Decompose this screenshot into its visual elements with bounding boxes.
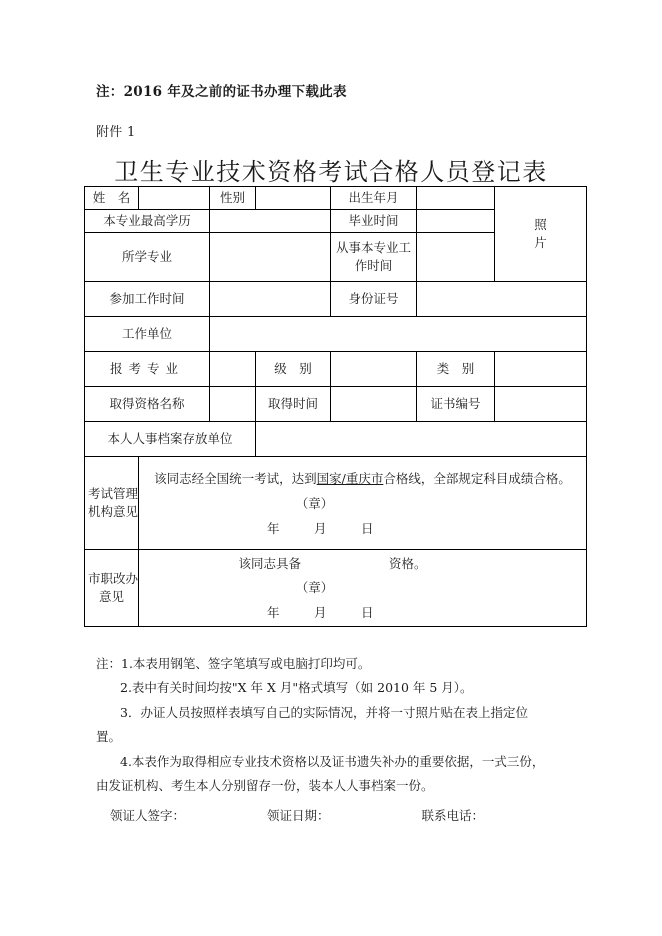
cell-value-work-start[interactable] bbox=[210, 282, 331, 317]
contact-phone-label: 联系电话： bbox=[421, 808, 485, 823]
cell-label-opinion-city-office bbox=[85, 550, 139, 627]
cell-label-gender: 性别 bbox=[210, 187, 256, 210]
table-row bbox=[85, 422, 587, 457]
cell-label-certificate-number: 证书编号 bbox=[417, 387, 495, 422]
table-row bbox=[85, 352, 587, 387]
table-row bbox=[85, 187, 587, 210]
footnote-line-5: 4.本表作为取得相应专业技术资格以及证书遗失补办的重要依据，一式三份， bbox=[120, 753, 545, 769]
footnote-line-4: 置。 bbox=[96, 729, 122, 745]
cell-label-qualification-name: 取得资格名称 bbox=[85, 387, 210, 422]
opinion1-seal: （章） bbox=[295, 495, 334, 511]
cell-value-id-number[interactable] bbox=[417, 282, 587, 317]
signer-label: 领证人签字： bbox=[110, 808, 186, 823]
registration-form-table bbox=[84, 186, 587, 627]
opinion2-date-day: 日 bbox=[361, 604, 375, 620]
cell-value-major[interactable] bbox=[210, 233, 331, 282]
opinion2-text-before: 该同志具备 bbox=[238, 555, 301, 571]
opinion1-text-before: 该同志经全国统一考试，达到 bbox=[154, 470, 317, 486]
opinion1-date-month: 月 bbox=[313, 520, 327, 536]
opinion2-seal: （章） bbox=[295, 579, 334, 595]
cell-label-birth: 出生年月 bbox=[331, 187, 417, 210]
cell-value-work-years[interactable] bbox=[417, 233, 495, 282]
cell-label-exam-major: 报考专业 bbox=[85, 352, 210, 387]
opinion1-label-line2: 机构意见 bbox=[88, 504, 139, 520]
cell-label-category: 类 别 bbox=[417, 352, 495, 387]
opinion2-date-line bbox=[142, 604, 583, 622]
work-years-label-line2: 作时间 bbox=[354, 258, 393, 274]
cell-value-education[interactable] bbox=[210, 210, 331, 233]
cell-label-id-number: 身份证号 bbox=[331, 282, 417, 317]
cell-label-education: 本专业最高学历 bbox=[85, 210, 210, 233]
cell-value-archive[interactable] bbox=[256, 422, 587, 457]
cell-label-major: 所学专业 bbox=[85, 233, 210, 282]
opinion2-date-year: 年 bbox=[266, 604, 280, 620]
opinion1-statement bbox=[142, 469, 583, 489]
cell-value-level[interactable] bbox=[331, 352, 417, 387]
opinion1-date-line bbox=[142, 520, 583, 538]
cell-value-certificate-number[interactable] bbox=[495, 387, 587, 422]
cell-value-obtain-time[interactable] bbox=[331, 387, 417, 422]
attachment-label: 附件 1 bbox=[96, 125, 136, 140]
table-row bbox=[85, 282, 587, 317]
signature-row bbox=[110, 806, 580, 824]
cell-label-archive: 本人人事档案存放单位 bbox=[85, 422, 256, 457]
footnote-line-3: 3．办证人员按照样表填写自己的实际情况，并将一寸照片贴在表上指定位 bbox=[120, 704, 528, 720]
cell-label-opinion-exam-authority bbox=[85, 457, 139, 550]
cell-value-qualification-name[interactable] bbox=[210, 387, 256, 422]
table-row-opinion-exam-authority bbox=[85, 457, 587, 550]
cell-value-name[interactable] bbox=[139, 187, 210, 210]
footnote-line-1: 注：1.本表用钢笔、签字笔填写或电脑打印均可。 bbox=[96, 656, 371, 671]
cell-value-birth[interactable] bbox=[417, 187, 495, 210]
top-note: 注：2016 年及之前的证书办理下载此表 bbox=[96, 84, 347, 100]
cell-label-level: 级 别 bbox=[256, 352, 331, 387]
opinion1-date-year: 年 bbox=[266, 520, 280, 536]
cell-value-gender[interactable] bbox=[256, 187, 331, 210]
footnote-line-2: 2.表中有关时间均按"X 年 X 月"格式填写（如 2010 年 5 月）。 bbox=[120, 680, 473, 696]
footnotes bbox=[96, 652, 576, 798]
cell-body-opinion-city-office[interactable] bbox=[139, 550, 587, 627]
cell-label-graduation: 毕业时间 bbox=[331, 210, 417, 233]
cell-body-opinion-exam-authority[interactable] bbox=[139, 457, 587, 550]
opinion1-date-day: 日 bbox=[361, 520, 375, 536]
cell-photo-placeholder[interactable]: 照 片 bbox=[495, 187, 587, 282]
receive-date-label: 领证日期： bbox=[267, 808, 330, 823]
opinion1-text-after: 合格线，全部规定科目成绩合格。 bbox=[383, 470, 571, 486]
cell-value-graduation[interactable] bbox=[417, 210, 495, 233]
table-row bbox=[85, 317, 587, 352]
opinion1-text-underlined: 国家/重庆市 bbox=[316, 470, 384, 486]
opinion2-text-after: 资格。 bbox=[389, 555, 427, 571]
opinion1-label-line1: 考试管理 bbox=[88, 486, 139, 502]
opinion2-statement bbox=[142, 555, 583, 573]
table-row-opinion-city-office bbox=[85, 550, 587, 627]
cell-label-employer: 工作单位 bbox=[85, 317, 210, 352]
opinion2-label-line1: 市职改办 bbox=[88, 571, 139, 587]
opinion2-date-month: 月 bbox=[313, 604, 327, 620]
cell-label-work-years bbox=[331, 233, 417, 282]
cell-value-employer[interactable] bbox=[210, 317, 587, 352]
cell-value-exam-major[interactable] bbox=[210, 352, 256, 387]
opinion2-label-line2: 意见 bbox=[98, 589, 124, 605]
cell-value-category[interactable] bbox=[495, 352, 587, 387]
footnote-line-6: 由发证机构、考生本人分别留存一份，装本人人事档案一份。 bbox=[96, 777, 434, 793]
cell-label-name: 姓 名 bbox=[85, 187, 139, 210]
cell-label-obtain-time: 取得时间 bbox=[256, 387, 331, 422]
table-row bbox=[85, 387, 587, 422]
page-title: 卫生专业技术资格考试合格人员登记表 bbox=[114, 158, 548, 186]
cell-label-work-start: 参加工作时间 bbox=[85, 282, 210, 317]
work-years-label-line1: 从事本专业工 bbox=[335, 240, 411, 256]
